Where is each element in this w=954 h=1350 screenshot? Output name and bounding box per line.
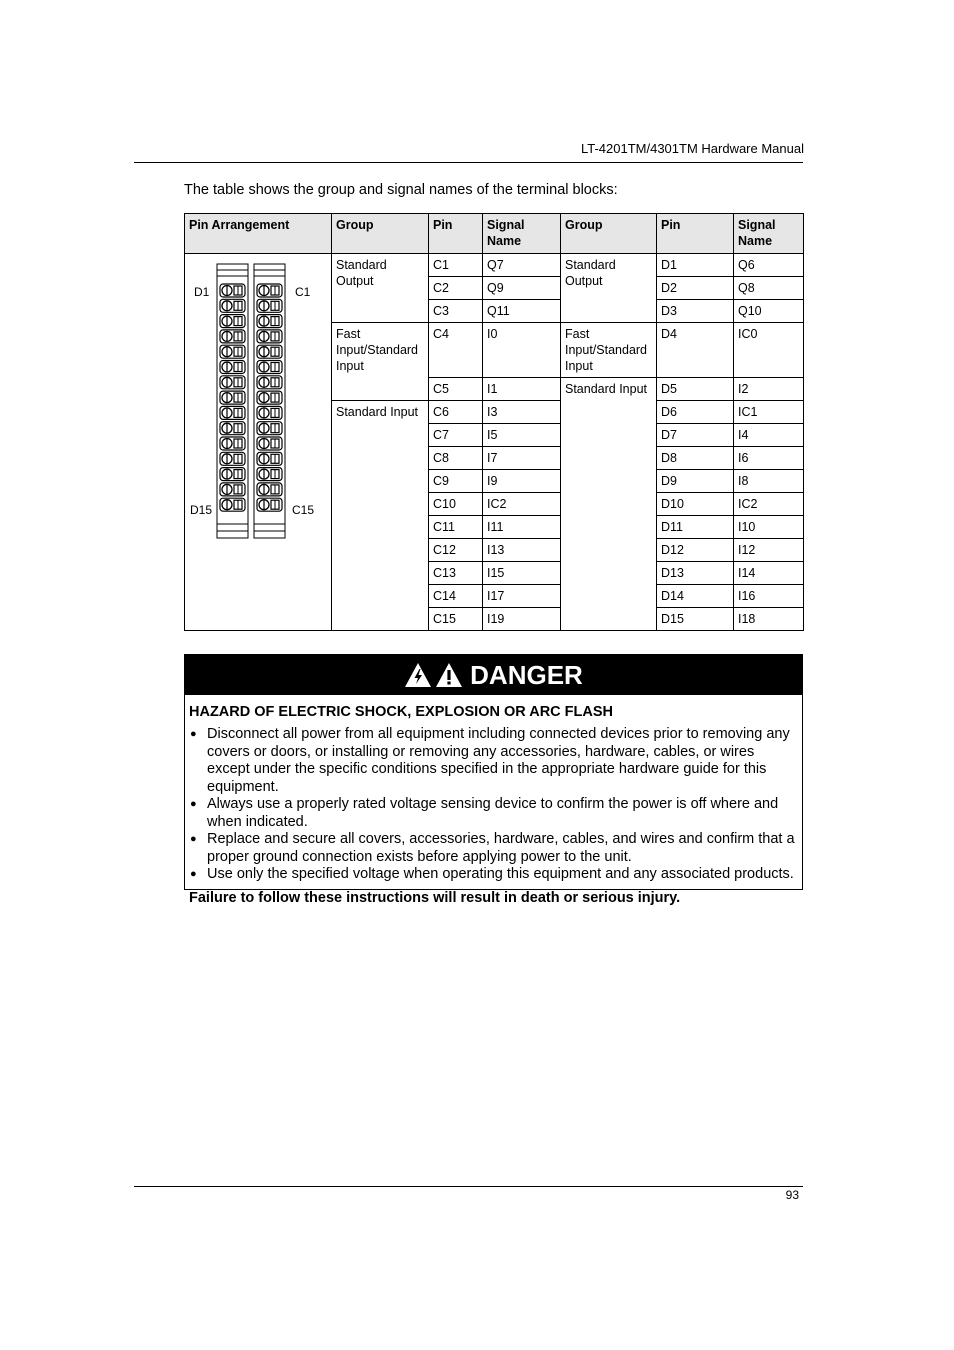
signal-c11: I11 bbox=[483, 516, 561, 539]
header-pin-right: Pin bbox=[657, 214, 734, 254]
pin-d13: D13 bbox=[657, 562, 734, 585]
terminal-blocks bbox=[217, 264, 285, 538]
danger-banner bbox=[185, 655, 802, 695]
pin-c13: C13 bbox=[429, 562, 483, 585]
header-rule bbox=[134, 162, 803, 163]
pin-d2: D2 bbox=[657, 277, 734, 300]
intro-text: The table shows the group and signal names of the terminal blocks: bbox=[184, 182, 618, 198]
signal-c8: I7 bbox=[483, 447, 561, 470]
header-signal-left: Signal Name bbox=[483, 214, 561, 254]
terminal-screw bbox=[257, 361, 282, 374]
signal-c14: I17 bbox=[483, 585, 561, 608]
signal-c3: Q11 bbox=[483, 300, 561, 323]
signal-c6: I3 bbox=[483, 401, 561, 424]
terminal-screw bbox=[257, 284, 282, 297]
bullet-text: Always use a properly rated voltage sensing device to confirm the power is off where and when indicated. bbox=[207, 796, 779, 830]
left-group-standard-input: Standard Input bbox=[332, 401, 429, 631]
pin-c2: C2 bbox=[429, 277, 483, 300]
signal-c13: I15 bbox=[483, 562, 561, 585]
signal-d6: IC1 bbox=[734, 401, 804, 424]
label-d1: D1 bbox=[194, 285, 210, 299]
terminal-screw bbox=[257, 376, 282, 389]
table-header-row bbox=[185, 214, 804, 254]
table-row bbox=[185, 254, 804, 277]
right-group-standard-input: Standard Input bbox=[561, 378, 657, 631]
danger-bullet-list bbox=[185, 726, 802, 884]
pin-c4: C4 bbox=[429, 323, 483, 378]
terminal-screw bbox=[220, 315, 245, 328]
terminal-screw bbox=[257, 452, 282, 465]
list-item bbox=[185, 866, 802, 884]
bullet-text: Replace and secure all covers, accessories, hardware, cables, and wires and confirm that a proper ground connection exists before applying power to the unit. bbox=[207, 831, 795, 865]
terminal-screw bbox=[257, 406, 282, 419]
pin-d1: D1 bbox=[657, 254, 734, 277]
terminal-screw bbox=[220, 437, 245, 450]
label-c15: C15 bbox=[292, 503, 315, 517]
pin-d12: D12 bbox=[657, 539, 734, 562]
failure-statement: Failure to follow these instructions will result in death or serious injury. bbox=[189, 889, 681, 906]
terminal-screw bbox=[220, 391, 245, 404]
terminal-screw bbox=[220, 498, 245, 511]
signal-d5: I2 bbox=[734, 378, 804, 401]
signal-c9: I9 bbox=[483, 470, 561, 493]
pin-c3: C3 bbox=[429, 300, 483, 323]
terminal-screw bbox=[220, 468, 245, 481]
terminal-screw bbox=[220, 376, 245, 389]
pin-c12: C12 bbox=[429, 539, 483, 562]
pin-d7: D7 bbox=[657, 424, 734, 447]
left-group-standard-output: Standard Output bbox=[332, 254, 429, 323]
terminal-block-diagram bbox=[185, 254, 332, 623]
terminal-screw bbox=[220, 406, 245, 419]
left-group-fast-input: Fast Input/Standard Input bbox=[332, 323, 429, 401]
pin-d5: D5 bbox=[657, 378, 734, 401]
terminal-pin-table bbox=[184, 213, 804, 631]
right-group-fast-input: Fast Input/Standard Input bbox=[561, 323, 657, 378]
pin-c5: C5 bbox=[429, 378, 483, 401]
pin-c10: C10 bbox=[429, 493, 483, 516]
signal-d4: IC0 bbox=[734, 323, 804, 378]
signal-c5: I1 bbox=[483, 378, 561, 401]
list-item bbox=[185, 726, 802, 796]
signal-c2: Q9 bbox=[483, 277, 561, 300]
pin-d10: D10 bbox=[657, 493, 734, 516]
header-pin-arrangement: Pin Arrangement bbox=[185, 214, 332, 254]
page-number: 93 bbox=[785, 1188, 799, 1202]
list-item bbox=[185, 831, 802, 866]
terminal-screw bbox=[220, 422, 245, 435]
header-title: LT-4201TM/4301TM Hardware Manual bbox=[580, 141, 804, 156]
bullet-text: Use only the specified voltage when operating this equipment and any associated products. bbox=[207, 866, 794, 882]
footer-rule bbox=[134, 1186, 803, 1187]
terminal-screw bbox=[257, 483, 282, 496]
signal-d2: Q8 bbox=[734, 277, 804, 300]
label-d15: D15 bbox=[190, 503, 213, 517]
label-c1: C1 bbox=[295, 285, 311, 299]
terminal-screw bbox=[257, 345, 282, 358]
terminal-screw bbox=[220, 361, 245, 374]
signal-c15: I19 bbox=[483, 608, 561, 631]
list-item bbox=[185, 796, 802, 831]
pin-d3: D3 bbox=[657, 300, 734, 323]
terminal-screw bbox=[220, 299, 245, 312]
terminal-screw bbox=[257, 498, 282, 511]
danger-title: DANGER bbox=[470, 659, 583, 690]
signal-d13: I14 bbox=[734, 562, 804, 585]
general-warning-icon bbox=[435, 662, 463, 688]
terminal-screw bbox=[257, 299, 282, 312]
electric-shock-warning-icon bbox=[404, 662, 432, 688]
signal-d11: I10 bbox=[734, 516, 804, 539]
signal-c1: Q7 bbox=[483, 254, 561, 277]
signal-d3: Q10 bbox=[734, 300, 804, 323]
hazard-heading: HAZARD OF ELECTRIC SHOCK, EXPLOSION OR ARC FLASH bbox=[189, 704, 613, 720]
signal-d14: I16 bbox=[734, 585, 804, 608]
terminal-screw bbox=[220, 330, 245, 343]
pin-c11: C11 bbox=[429, 516, 483, 539]
signal-d15: I18 bbox=[734, 608, 804, 631]
bullet-symbol: ● bbox=[190, 728, 197, 740]
header-signal-right: Signal Name bbox=[734, 214, 804, 254]
right-group-standard-output: Standard Output bbox=[561, 254, 657, 323]
signal-d10: IC2 bbox=[734, 493, 804, 516]
bullet-text: Disconnect all power from all equipment including connected devices prior to removing any covers or doors, or installing or removing any accessories, hardware, cables, or wires except under the specific conditions specified in the appropriate hardware guide for this equipment. bbox=[207, 726, 790, 795]
terminal-screw bbox=[220, 284, 245, 297]
bullet-symbol: ● bbox=[190, 833, 197, 845]
terminal-screw bbox=[257, 437, 282, 450]
danger-notice bbox=[184, 654, 803, 906]
signal-c4: I0 bbox=[483, 323, 561, 378]
terminal-screw bbox=[220, 345, 245, 358]
signal-c10: IC2 bbox=[483, 493, 561, 516]
signal-d8: I6 bbox=[734, 447, 804, 470]
signal-c12: I13 bbox=[483, 539, 561, 562]
header-group-right: Group bbox=[561, 214, 657, 254]
pin-c8: C8 bbox=[429, 447, 483, 470]
terminal-screw bbox=[257, 422, 282, 435]
pin-d8: D8 bbox=[657, 447, 734, 470]
signal-d12: I12 bbox=[734, 539, 804, 562]
terminal-screw bbox=[257, 330, 282, 343]
signal-d7: I4 bbox=[734, 424, 804, 447]
header-pin-left: Pin bbox=[429, 214, 483, 254]
pin-d9: D9 bbox=[657, 470, 734, 493]
terminal-screw bbox=[220, 483, 245, 496]
bullet-symbol: ● bbox=[190, 798, 197, 810]
header-group-left: Group bbox=[332, 214, 429, 254]
pin-c7: C7 bbox=[429, 424, 483, 447]
signal-d9: I8 bbox=[734, 470, 804, 493]
pin-d4: D4 bbox=[657, 323, 734, 378]
pin-c14: C14 bbox=[429, 585, 483, 608]
terminal-screw bbox=[220, 452, 245, 465]
pin-d15: D15 bbox=[657, 608, 734, 631]
terminal-screw bbox=[257, 468, 282, 481]
pin-d14: D14 bbox=[657, 585, 734, 608]
signal-d1: Q6 bbox=[734, 254, 804, 277]
terminal-screw bbox=[257, 391, 282, 404]
pin-c6: C6 bbox=[429, 401, 483, 424]
pin-d6: D6 bbox=[657, 401, 734, 424]
pin-c9: C9 bbox=[429, 470, 483, 493]
signal-c7: I5 bbox=[483, 424, 561, 447]
pin-d11: D11 bbox=[657, 516, 734, 539]
pin-arrangement-cell bbox=[185, 254, 332, 631]
bullet-symbol: ● bbox=[190, 868, 197, 880]
pin-c1: C1 bbox=[429, 254, 483, 277]
pin-c15: C15 bbox=[429, 608, 483, 631]
terminal-screw bbox=[257, 315, 282, 328]
